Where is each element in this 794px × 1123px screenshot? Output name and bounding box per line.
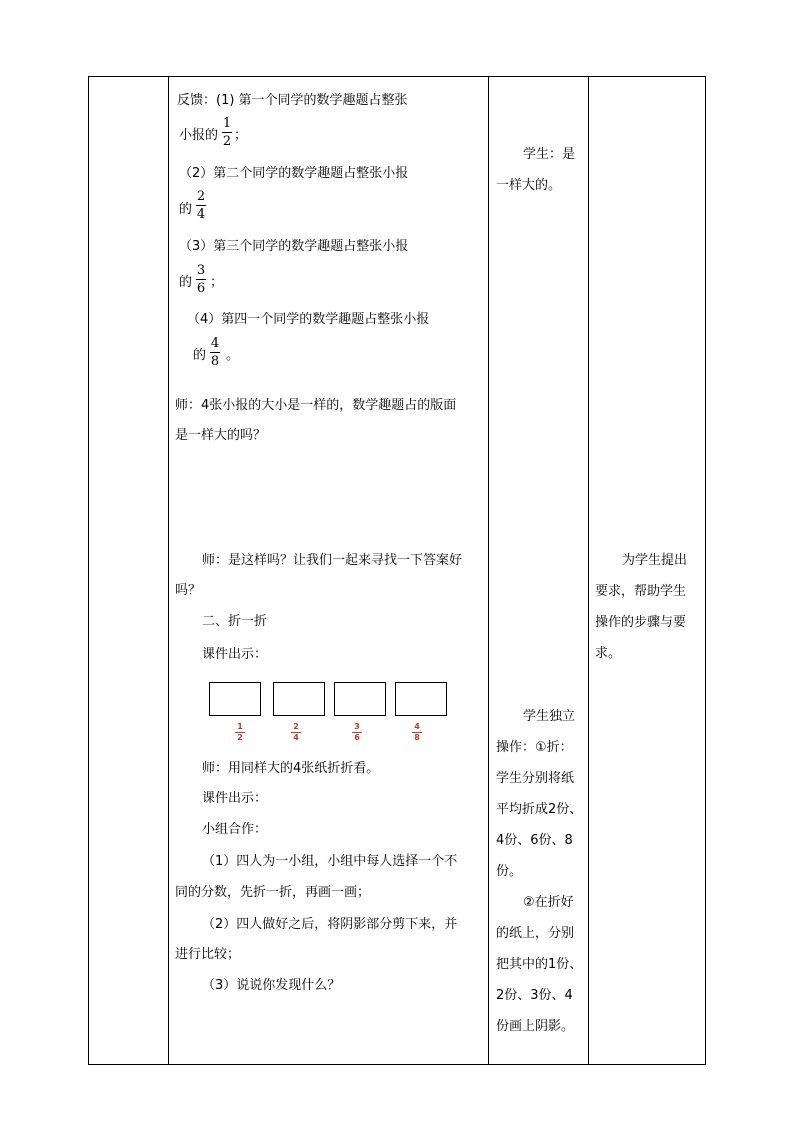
student-answer-line2: 一样大的。 bbox=[496, 178, 562, 193]
feedback-4: （4）第四一个同学的数学趣题占整张小报 bbox=[187, 312, 430, 327]
numerator: 4 bbox=[414, 722, 420, 731]
student-activity-line: 2份、3份、4 bbox=[496, 988, 573, 1003]
paper-rectangle bbox=[334, 682, 386, 716]
red-fraction bbox=[350, 722, 364, 742]
design-intent-line: 要求，帮助学生 bbox=[595, 584, 687, 599]
red-fraction bbox=[410, 722, 424, 742]
punctuation: ； bbox=[210, 275, 224, 290]
fraction-1-2 bbox=[222, 116, 232, 149]
denominator: 8 bbox=[210, 354, 220, 369]
student-activity-line: ②在折好 bbox=[523, 895, 574, 910]
student-activity-line: 把其中的1份、 bbox=[496, 957, 583, 972]
denominator: 2 bbox=[237, 733, 243, 742]
punctuation: ； bbox=[234, 128, 248, 143]
student-activity-line: 学生分别将纸 bbox=[496, 771, 575, 786]
student-activity-line: 操作：①折： bbox=[496, 740, 573, 755]
feedback-1-prefix: 小报的 bbox=[179, 128, 219, 143]
teacher-question-line2: 是一样大的吗？ bbox=[175, 428, 267, 443]
feedback-4-prefix: 的 bbox=[193, 348, 207, 363]
fraction-3-6 bbox=[196, 263, 206, 296]
denominator: 8 bbox=[414, 733, 420, 742]
group-work-label: 小组合作： bbox=[202, 822, 268, 837]
fraction-2-4 bbox=[196, 189, 206, 222]
student-activity-line: 平均折成2份、 bbox=[496, 802, 583, 817]
feedback-2: （2）第二个同学的数学趣题占整张小报 bbox=[179, 166, 409, 181]
design-intent-line: 为学生提出 bbox=[622, 553, 688, 568]
student-activity-line: 学生独立 bbox=[523, 709, 576, 724]
feedback-2-prefix: 的 bbox=[179, 202, 193, 217]
section-heading: 二、折一折 bbox=[202, 614, 268, 629]
denominator: 6 bbox=[354, 733, 360, 742]
feedback-3: （3）第三个同学的数学趣题占整张小报 bbox=[179, 239, 409, 254]
group-step-1-line2: 同的分数，先折一折，再画一画； bbox=[175, 885, 371, 900]
red-fraction bbox=[289, 722, 303, 742]
numerator: 4 bbox=[210, 336, 220, 351]
student-activity-line: 的纸上，分别 bbox=[496, 926, 575, 941]
teacher-prompt-line1: 师：是这样吗？让我们一起来寻找一下答案好 bbox=[202, 553, 463, 568]
courseware-label: 课件出示： bbox=[202, 791, 268, 806]
courseware-label: 课件出示： bbox=[202, 647, 268, 662]
group-step-2-line2: 进行比较； bbox=[175, 947, 241, 962]
teacher-fold-instruction: 师：用同样大的4张纸折折看。 bbox=[202, 761, 380, 776]
numerator: 2 bbox=[293, 722, 299, 731]
feedback-line: 反馈：(1) 第一个同学的数学趣题占整张 bbox=[177, 93, 408, 108]
numerator: 1 bbox=[237, 722, 243, 731]
column-divider bbox=[168, 77, 169, 1064]
red-fraction bbox=[233, 722, 247, 742]
student-activity-line: 4份、6份、8 bbox=[496, 833, 573, 848]
numerator: 3 bbox=[196, 263, 206, 278]
fraction-4-8 bbox=[210, 336, 220, 369]
teacher-question-line1: 师：4张小报的大小是一样的，数学趣题占的版面 bbox=[175, 398, 457, 413]
student-answer-line1: 学生：是 bbox=[523, 147, 576, 162]
denominator: 2 bbox=[222, 134, 232, 149]
paper-rectangle bbox=[395, 682, 447, 716]
punctuation: 。 bbox=[226, 348, 240, 363]
student-activity-line: 份。 bbox=[496, 864, 523, 879]
denominator: 6 bbox=[196, 281, 206, 296]
denominator: 4 bbox=[196, 207, 206, 222]
student-activity-line: 份画上阴影。 bbox=[496, 1019, 575, 1034]
group-step-2-line1: （2）四人做好之后，将阴影部分剪下来，并 bbox=[202, 917, 458, 932]
numerator: 3 bbox=[354, 722, 360, 731]
column-divider bbox=[488, 77, 489, 1064]
column-divider bbox=[588, 77, 589, 1064]
denominator: 4 bbox=[293, 733, 299, 742]
paper-rectangle bbox=[209, 682, 261, 716]
feedback-3-prefix: 的 bbox=[179, 275, 193, 290]
numerator: 2 bbox=[196, 189, 206, 204]
design-intent-line: 操作的步骤与要 bbox=[595, 615, 687, 630]
teacher-prompt-line2: 吗？ bbox=[175, 583, 202, 598]
numerator: 1 bbox=[222, 116, 232, 131]
group-step-3: （3）说说你发现什么？ bbox=[202, 978, 341, 993]
paper-rectangle bbox=[273, 682, 325, 716]
design-intent-line: 求。 bbox=[595, 646, 622, 661]
group-step-1-line1: （1）四人为一小组，小组中每人选择一个不 bbox=[202, 854, 458, 869]
